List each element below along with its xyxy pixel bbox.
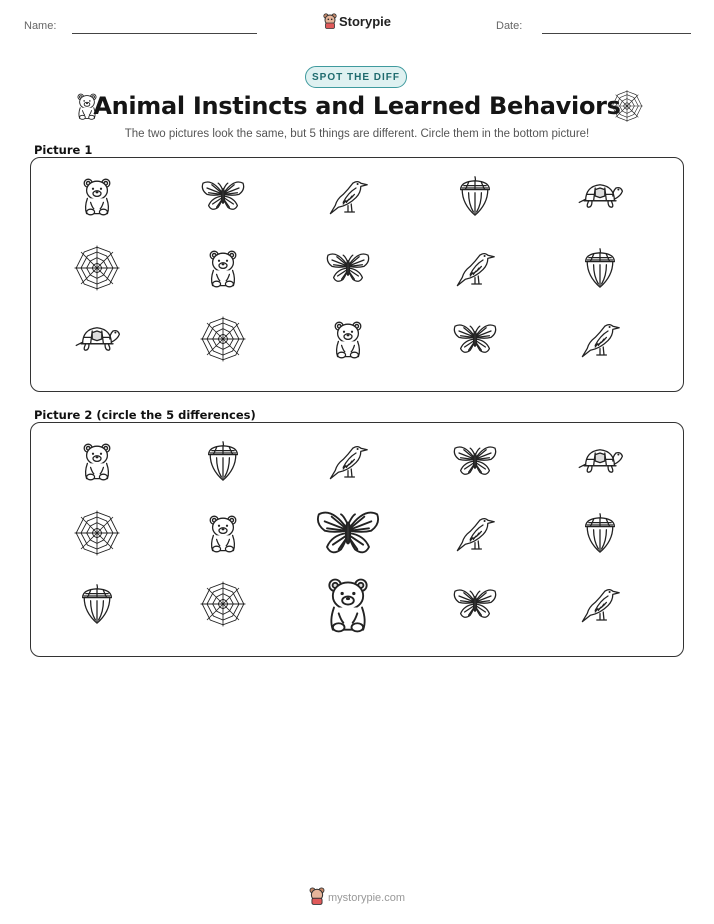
footer-url[interactable]: mystorypie.com — [327, 892, 406, 904]
storypie-footer-logo-icon — [309, 887, 325, 905]
picture-1-label: Picture 1 — [34, 143, 93, 157]
bear-icon[interactable] — [313, 569, 383, 639]
web-icon — [73, 244, 121, 292]
butterfly-icon — [451, 315, 499, 363]
butterfly-icon — [324, 244, 372, 292]
spider-web-icon — [610, 89, 644, 123]
turtle-icon — [73, 315, 121, 363]
butterfly-icon[interactable] — [451, 437, 499, 485]
acorn-icon[interactable] — [199, 437, 247, 485]
bird-icon[interactable] — [451, 509, 499, 557]
web-icon — [199, 315, 247, 363]
name-field[interactable] — [72, 33, 257, 34]
date-label: Date: — [496, 20, 523, 32]
bird-icon[interactable] — [324, 437, 372, 485]
bear-icon[interactable] — [199, 509, 247, 557]
acorn-icon[interactable] — [576, 509, 624, 557]
butterfly-icon[interactable] — [313, 498, 383, 568]
date-field[interactable] — [542, 33, 691, 34]
instructions: The two pictures look the same, but 5 things are different. Circle them in the bottom picture! — [124, 128, 590, 140]
bird-icon — [324, 172, 372, 220]
picture-2-label: Picture 2 (circle the 5 differences) — [34, 408, 256, 422]
web-icon[interactable] — [199, 580, 247, 628]
bird-icon — [451, 244, 499, 292]
bear-icon — [199, 244, 247, 292]
bear-icon[interactable] — [73, 437, 121, 485]
page-title: Animal Instincts and Learned Behaviors — [93, 92, 621, 120]
brand-name: Storypie — [338, 14, 391, 29]
acorn-icon — [576, 244, 624, 292]
butterfly-icon — [199, 172, 247, 220]
brand-logo — [0, 13, 714, 29]
storypie-logo-icon — [323, 13, 337, 29]
bird-icon[interactable] — [576, 580, 624, 628]
web-icon[interactable] — [73, 509, 121, 557]
spot-the-diff-badge: SPOT THE DIFF — [305, 66, 407, 88]
bear-icon — [324, 315, 372, 363]
picture-1-panel — [30, 157, 684, 392]
turtle-icon[interactable] — [576, 437, 624, 485]
bird-icon — [576, 315, 624, 363]
picture-2-panel[interactable] — [30, 422, 684, 657]
butterfly-icon[interactable] — [451, 580, 499, 628]
name-label: Name: — [24, 20, 57, 32]
footer — [0, 887, 714, 905]
acorn-icon[interactable] — [73, 580, 121, 628]
acorn-icon — [451, 172, 499, 220]
bear-icon — [73, 172, 121, 220]
turtle-icon — [576, 172, 624, 220]
